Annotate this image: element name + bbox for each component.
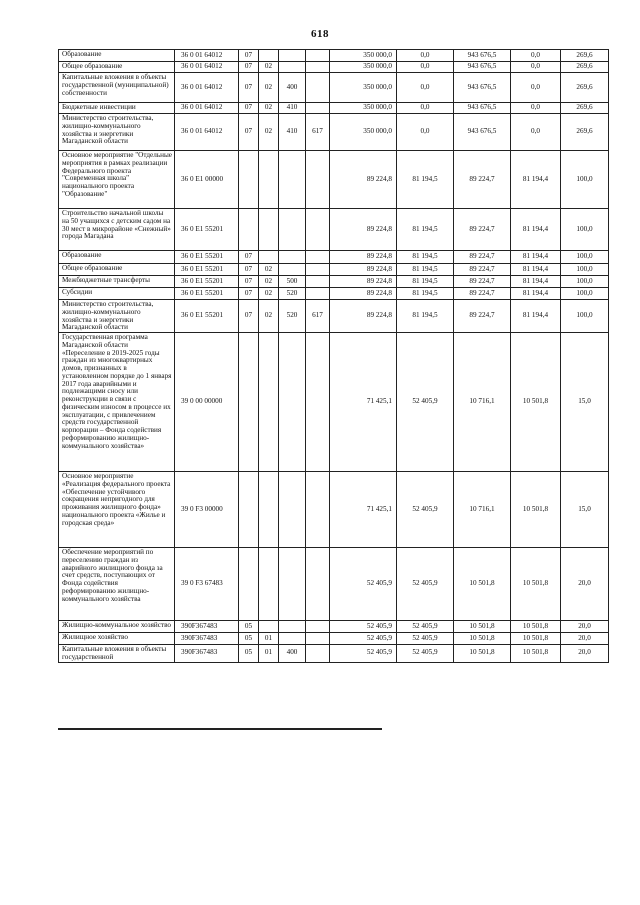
cell-plan-federal: 81 194,5 xyxy=(397,288,454,300)
cell-subsection xyxy=(259,251,279,264)
cell-exec-federal: 81 194,4 xyxy=(511,209,561,251)
cell-percent: 269,6 xyxy=(561,73,609,103)
cell-exec-federal: 10 501,8 xyxy=(511,621,561,633)
cell-plan-total: 71 425,1 xyxy=(330,472,397,548)
cell-plan-total: 350 000,0 xyxy=(330,50,397,62)
cell-name: Основное мероприятие «Реализация федерального проекта «Обеспечение устойчивого сокращения непригодного для проживания жилищного фонда» национального проекта «Жилье и городская среда» xyxy=(59,472,175,548)
cell-plan-federal: 0,0 xyxy=(397,62,454,73)
cell-subsection: 02 xyxy=(259,103,279,114)
table-row xyxy=(59,633,609,645)
cell-exec-total: 10 501,8 xyxy=(454,548,511,621)
cell-section: 07 xyxy=(239,300,259,333)
cell-subsection: 02 xyxy=(259,288,279,300)
cell-plan-total: 350 000,0 xyxy=(330,73,397,103)
cell-expense-type xyxy=(279,472,306,548)
cell-subsection: 02 xyxy=(259,276,279,288)
cell-code: 36 0 E1 55201 xyxy=(175,209,239,251)
cell-plan-federal: 81 194,5 xyxy=(397,209,454,251)
cell-exec-total: 89 224,7 xyxy=(454,209,511,251)
table-row xyxy=(59,645,609,663)
cell-section xyxy=(239,333,259,472)
cell-administrator xyxy=(306,50,330,62)
cell-code: 39 0 F3 67483 xyxy=(175,548,239,621)
cell-section: 07 xyxy=(239,276,259,288)
cell-percent: 269,6 xyxy=(561,103,609,114)
cell-subsection: 01 xyxy=(259,633,279,645)
cell-percent: 20,0 xyxy=(561,621,609,633)
cell-administrator xyxy=(306,151,330,209)
cell-exec-federal: 0,0 xyxy=(511,103,561,114)
table-row xyxy=(59,300,609,333)
cell-subsection: 01 xyxy=(259,645,279,663)
cell-percent: 100,0 xyxy=(561,251,609,264)
cell-code: 39 0 F3 00000 xyxy=(175,472,239,548)
cell-administrator xyxy=(306,264,330,276)
cell-plan-federal: 81 194,5 xyxy=(397,300,454,333)
table-row xyxy=(59,276,609,288)
cell-administrator xyxy=(306,645,330,663)
cell-expense-type xyxy=(279,264,306,276)
table-row xyxy=(59,333,609,472)
table-row xyxy=(59,288,609,300)
cell-expense-type xyxy=(279,209,306,251)
table-row xyxy=(59,73,609,103)
cell-administrator: 617 xyxy=(306,300,330,333)
cell-subsection xyxy=(259,209,279,251)
cell-plan-federal: 0,0 xyxy=(397,114,454,151)
cell-plan-total: 71 425,1 xyxy=(330,333,397,472)
cell-section: 05 xyxy=(239,621,259,633)
cell-subsection xyxy=(259,472,279,548)
cell-name: Общее образование xyxy=(59,264,175,276)
cell-name: Министерство строительства, жилищно-коммунального хозяйства и энергетики Магаданской области xyxy=(59,114,175,151)
cell-plan-total: 89 224,8 xyxy=(330,300,397,333)
cell-plan-total: 89 224,8 xyxy=(330,276,397,288)
table-row xyxy=(59,548,609,621)
table-row xyxy=(59,151,609,209)
cell-exec-total: 89 224,7 xyxy=(454,300,511,333)
cell-name: Министерство строительства, жилищно-коммунального хозяйства и энергетики Магаданской области xyxy=(59,300,175,333)
cell-section: 07 xyxy=(239,264,259,276)
cell-expense-type: 410 xyxy=(279,114,306,151)
cell-subsection xyxy=(259,151,279,209)
cell-administrator xyxy=(306,548,330,621)
cell-exec-federal: 81 194,4 xyxy=(511,276,561,288)
cell-name: Основное мероприятие "Отдельные мероприятия в рамках реализации Федерального проекта "Современная школа" национального проекта "Образование" xyxy=(59,151,175,209)
cell-administrator xyxy=(306,288,330,300)
cell-exec-total: 89 224,7 xyxy=(454,251,511,264)
cell-plan-total: 52 405,9 xyxy=(330,645,397,663)
cell-exec-total: 943 676,5 xyxy=(454,73,511,103)
cell-administrator xyxy=(306,621,330,633)
footer-rule xyxy=(58,728,382,730)
cell-code: 36 0 E1 00000 xyxy=(175,151,239,209)
cell-exec-federal: 10 501,8 xyxy=(511,633,561,645)
cell-percent: 100,0 xyxy=(561,209,609,251)
cell-section: 07 xyxy=(239,251,259,264)
cell-expense-type xyxy=(279,251,306,264)
cell-subsection: 02 xyxy=(259,62,279,73)
cell-name: Образование xyxy=(59,50,175,62)
cell-exec-federal: 10 501,8 xyxy=(511,645,561,663)
cell-expense-type: 500 xyxy=(279,276,306,288)
cell-exec-federal: 0,0 xyxy=(511,73,561,103)
cell-percent: 100,0 xyxy=(561,288,609,300)
cell-plan-federal: 81 194,5 xyxy=(397,251,454,264)
cell-percent: 269,6 xyxy=(561,114,609,151)
cell-section xyxy=(239,209,259,251)
table-row xyxy=(59,103,609,114)
cell-subsection: 02 xyxy=(259,73,279,103)
cell-expense-type xyxy=(279,50,306,62)
cell-subsection: 02 xyxy=(259,264,279,276)
cell-administrator xyxy=(306,103,330,114)
cell-exec-federal: 81 194,4 xyxy=(511,288,561,300)
cell-plan-federal: 52 405,9 xyxy=(397,472,454,548)
cell-percent: 20,0 xyxy=(561,633,609,645)
cell-code: 390F367483 xyxy=(175,633,239,645)
cell-section: 07 xyxy=(239,50,259,62)
table-row xyxy=(59,251,609,264)
cell-exec-total: 10 501,8 xyxy=(454,633,511,645)
cell-section xyxy=(239,548,259,621)
cell-name: Строительство начальной школы на 50 учащихся с детским садом на 30 мест в микрорайоне «Снежный» города Магадана xyxy=(59,209,175,251)
cell-name: Межбюджетные трансферты xyxy=(59,276,175,288)
table-row xyxy=(59,209,609,251)
cell-exec-federal: 81 194,4 xyxy=(511,151,561,209)
table-row xyxy=(59,114,609,151)
cell-expense-type: 520 xyxy=(279,300,306,333)
cell-percent: 269,6 xyxy=(561,50,609,62)
cell-code: 36 0 01 64012 xyxy=(175,50,239,62)
cell-plan-federal: 52 405,9 xyxy=(397,633,454,645)
table-row xyxy=(59,62,609,73)
cell-name: Бюджетные инвестиции xyxy=(59,103,175,114)
cell-exec-total: 943 676,5 xyxy=(454,62,511,73)
cell-code: 36 0 01 64012 xyxy=(175,114,239,151)
cell-exec-total: 10 716,1 xyxy=(454,333,511,472)
cell-plan-federal: 52 405,9 xyxy=(397,548,454,621)
cell-percent: 100,0 xyxy=(561,300,609,333)
cell-percent: 15,0 xyxy=(561,472,609,548)
cell-plan-federal: 81 194,5 xyxy=(397,151,454,209)
cell-administrator xyxy=(306,472,330,548)
cell-exec-federal: 0,0 xyxy=(511,62,561,73)
cell-exec-total: 89 224,7 xyxy=(454,264,511,276)
cell-administrator xyxy=(306,633,330,645)
cell-expense-type xyxy=(279,548,306,621)
cell-code: 36 0 E1 55201 xyxy=(175,276,239,288)
cell-section xyxy=(239,151,259,209)
cell-expense-type: 400 xyxy=(279,645,306,663)
cell-name: Образование xyxy=(59,251,175,264)
cell-expense-type xyxy=(279,151,306,209)
cell-percent: 15,0 xyxy=(561,333,609,472)
cell-name: Обеспечение мероприятий по переселению граждан из аварийного жилищного фонда за счет средств, поступающих от Фонда содействия реформированию жилищно-коммунального хозяйства xyxy=(59,548,175,621)
cell-administrator xyxy=(306,73,330,103)
cell-subsection: 02 xyxy=(259,300,279,333)
cell-exec-federal: 81 194,4 xyxy=(511,251,561,264)
cell-plan-total: 52 405,9 xyxy=(330,621,397,633)
cell-administrator: 617 xyxy=(306,114,330,151)
cell-expense-type xyxy=(279,333,306,472)
table-row xyxy=(59,621,609,633)
cell-name: Субсидии xyxy=(59,288,175,300)
cell-plan-total: 89 224,8 xyxy=(330,251,397,264)
table-row xyxy=(59,50,609,62)
cell-code: 36 0 E1 55201 xyxy=(175,288,239,300)
table-body xyxy=(59,50,609,663)
page-number: 618 xyxy=(311,28,329,40)
cell-plan-total: 52 405,9 xyxy=(330,633,397,645)
cell-code: 36 0 E1 55201 xyxy=(175,251,239,264)
table-row xyxy=(59,472,609,548)
cell-name: Общее образование xyxy=(59,62,175,73)
cell-plan-total: 89 224,8 xyxy=(330,151,397,209)
cell-section: 07 xyxy=(239,114,259,151)
cell-expense-type: 410 xyxy=(279,103,306,114)
cell-section: 07 xyxy=(239,288,259,300)
budget-table xyxy=(58,49,609,663)
cell-exec-total: 10 501,8 xyxy=(454,621,511,633)
cell-code: 36 0 01 64012 xyxy=(175,73,239,103)
cell-section xyxy=(239,472,259,548)
table-row xyxy=(59,264,609,276)
cell-plan-federal: 52 405,9 xyxy=(397,645,454,663)
cell-plan-federal: 0,0 xyxy=(397,50,454,62)
cell-exec-total: 943 676,5 xyxy=(454,50,511,62)
cell-plan-federal: 81 194,5 xyxy=(397,264,454,276)
cell-subsection xyxy=(259,50,279,62)
cell-name: Государственная программа Магаданской области «Переселение в 2019-2025 годы граждан из многоквартирных домов, признанных в установленном порядке до 1 января 2017 года аварийными и подлежащими сносу или реконструкции в связи с физическим износом в процессе их эксплуатации, с привлечением средств государственной корпорации – Фонда содействия реформированию жилищно-коммунального хозяйства» xyxy=(59,333,175,472)
cell-expense-type: 520 xyxy=(279,288,306,300)
cell-plan-federal: 0,0 xyxy=(397,73,454,103)
cell-subsection: 02 xyxy=(259,114,279,151)
cell-exec-federal: 81 194,4 xyxy=(511,300,561,333)
cell-code: 390F367483 xyxy=(175,645,239,663)
cell-section: 07 xyxy=(239,73,259,103)
cell-subsection xyxy=(259,333,279,472)
cell-exec-total: 89 224,7 xyxy=(454,276,511,288)
cell-plan-total: 52 405,9 xyxy=(330,548,397,621)
cell-plan-total: 89 224,8 xyxy=(330,264,397,276)
cell-expense-type xyxy=(279,62,306,73)
cell-administrator xyxy=(306,209,330,251)
cell-percent: 269,6 xyxy=(561,62,609,73)
cell-administrator xyxy=(306,251,330,264)
cell-name: Капитальные вложения в объекты государственной xyxy=(59,645,175,663)
cell-percent: 100,0 xyxy=(561,276,609,288)
cell-exec-federal: 10 501,8 xyxy=(511,333,561,472)
cell-name: Капитальные вложения в объекты государственной (муниципальной) собственности xyxy=(59,73,175,103)
cell-plan-total: 350 000,0 xyxy=(330,114,397,151)
cell-plan-federal: 81 194,5 xyxy=(397,276,454,288)
cell-exec-total: 10 716,1 xyxy=(454,472,511,548)
cell-percent: 100,0 xyxy=(561,151,609,209)
cell-administrator xyxy=(306,276,330,288)
cell-section: 07 xyxy=(239,103,259,114)
cell-plan-total: 89 224,8 xyxy=(330,209,397,251)
cell-exec-federal: 0,0 xyxy=(511,50,561,62)
cell-name: Жилищно-коммунальное хозяйство xyxy=(59,621,175,633)
cell-code: 36 0 01 64012 xyxy=(175,103,239,114)
cell-percent: 20,0 xyxy=(561,645,609,663)
cell-exec-total: 89 224,7 xyxy=(454,288,511,300)
cell-section: 05 xyxy=(239,633,259,645)
cell-section: 07 xyxy=(239,62,259,73)
cell-code: 36 0 E1 55201 xyxy=(175,300,239,333)
cell-plan-total: 89 224,8 xyxy=(330,288,397,300)
cell-subsection xyxy=(259,548,279,621)
cell-administrator xyxy=(306,333,330,472)
cell-exec-total: 10 501,8 xyxy=(454,645,511,663)
cell-code: 36 0 E1 55201 xyxy=(175,264,239,276)
cell-subsection xyxy=(259,621,279,633)
cell-exec-total: 89 224,7 xyxy=(454,151,511,209)
cell-exec-total: 943 676,5 xyxy=(454,103,511,114)
cell-code: 39 0 00 00000 xyxy=(175,333,239,472)
cell-exec-federal: 81 194,4 xyxy=(511,264,561,276)
cell-exec-federal: 10 501,8 xyxy=(511,548,561,621)
cell-code: 390F367483 xyxy=(175,621,239,633)
cell-exec-total: 943 676,5 xyxy=(454,114,511,151)
cell-exec-federal: 0,0 xyxy=(511,114,561,151)
cell-percent: 100,0 xyxy=(561,264,609,276)
cell-exec-federal: 10 501,8 xyxy=(511,472,561,548)
cell-expense-type xyxy=(279,621,306,633)
cell-code: 36 0 01 64012 xyxy=(175,62,239,73)
cell-plan-total: 350 000,0 xyxy=(330,103,397,114)
cell-administrator xyxy=(306,62,330,73)
cell-plan-federal: 0,0 xyxy=(397,103,454,114)
cell-name: Жилищное хозяйство xyxy=(59,633,175,645)
cell-plan-federal: 52 405,9 xyxy=(397,621,454,633)
cell-percent: 20,0 xyxy=(561,548,609,621)
cell-expense-type: 400 xyxy=(279,73,306,103)
cell-plan-total: 350 000,0 xyxy=(330,62,397,73)
cell-section: 05 xyxy=(239,645,259,663)
cell-plan-federal: 52 405,9 xyxy=(397,333,454,472)
cell-expense-type xyxy=(279,633,306,645)
